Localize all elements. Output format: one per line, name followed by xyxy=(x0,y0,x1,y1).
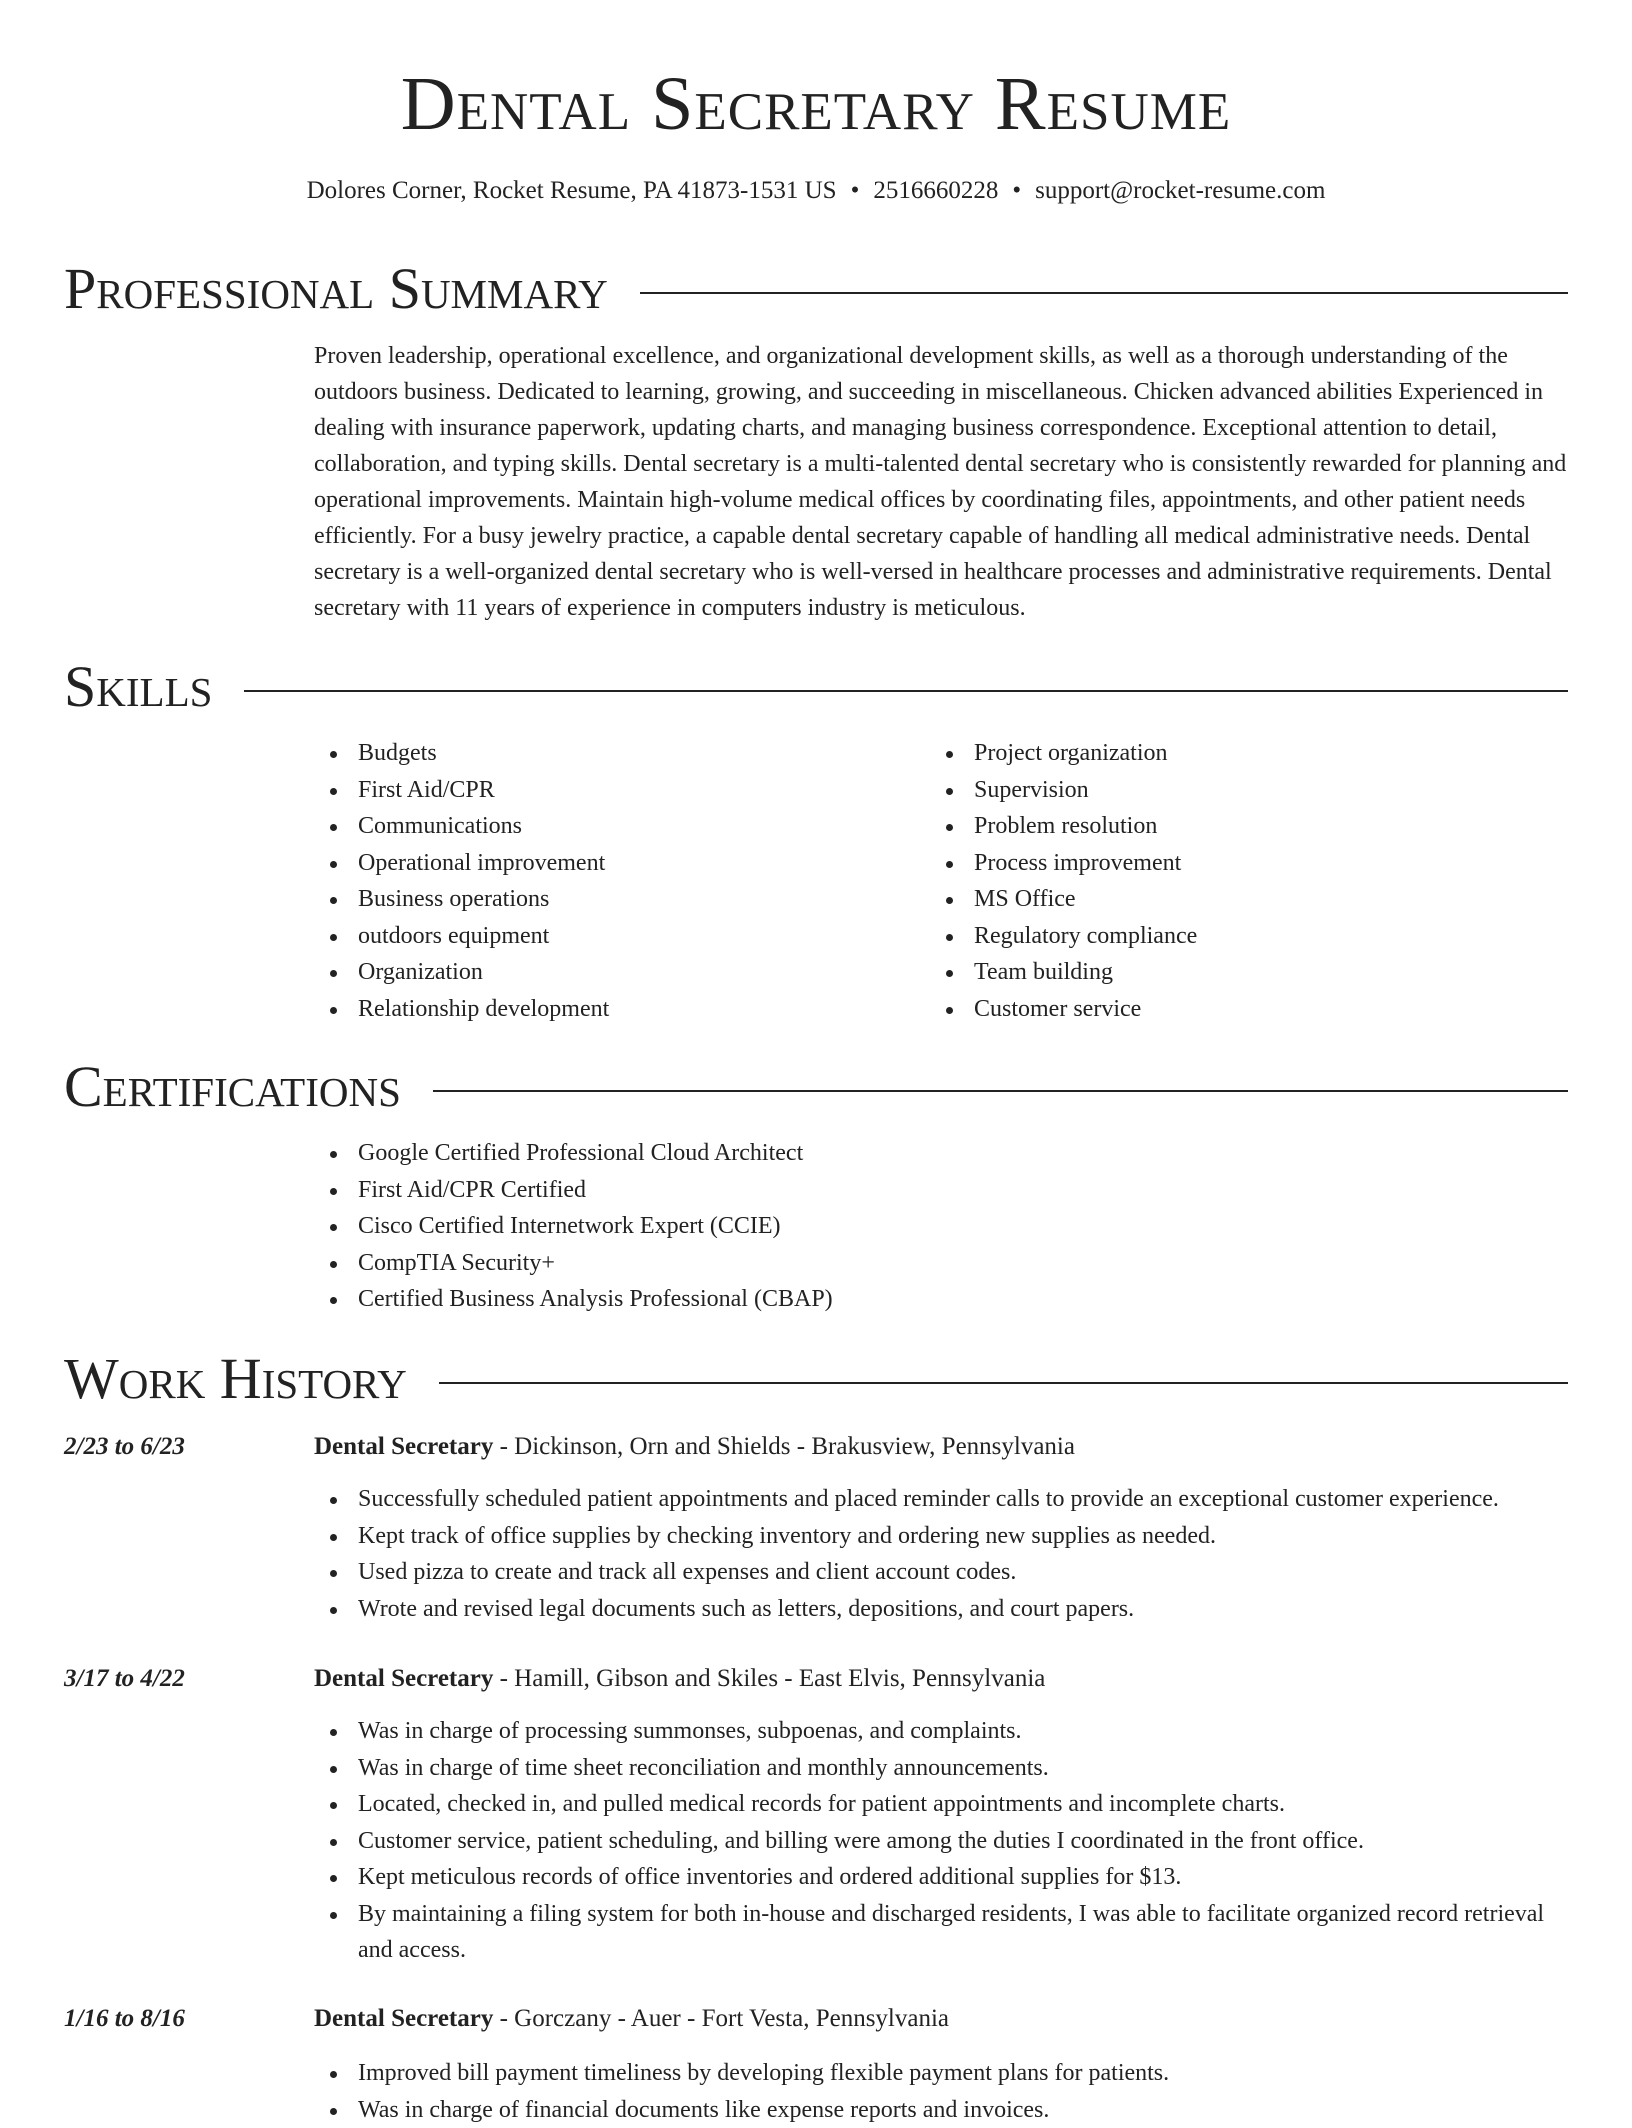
certifications-heading: Certifications xyxy=(64,1055,401,1119)
job-dates: 3/17 to 4/22 xyxy=(64,1662,185,1696)
contact-line xyxy=(0,175,1632,207)
contact-phone: 2516660228 xyxy=(873,177,998,204)
job-employer: - Hamill, Gibson and Skiles - East Elvis, Pennsylvania xyxy=(493,1665,1045,1692)
job-heading xyxy=(314,1662,1570,1696)
job-employer: - Gorczany - Auer - Fort Vesta, Pennsylvania xyxy=(493,2005,949,2032)
skill-item: Relationship development xyxy=(314,991,914,1028)
job-duties xyxy=(314,1713,1570,1969)
section-divider xyxy=(433,1090,1568,1092)
skills-column-left xyxy=(314,735,914,1027)
skill-item: Regulatory compliance xyxy=(930,918,1530,955)
job-duty-item: Improved bill payment timeliness by developing flexible payment plans for patients. xyxy=(314,2055,1570,2092)
work-section-header xyxy=(64,1347,1568,1411)
contact-address: Dolores Corner, Rocket Resume, PA 41873-1531 US xyxy=(307,177,837,204)
job-duty-item: Wrote and revised legal documents such as letters, depositions, and court papers. xyxy=(314,1591,1570,1628)
job-heading xyxy=(314,2002,1570,2036)
skills-section-header xyxy=(64,655,1568,719)
section-divider xyxy=(439,1382,1568,1384)
job-title: Dental Secretary xyxy=(314,1433,493,1460)
job-dates: 2/23 to 6/23 xyxy=(64,1430,185,1464)
skill-item: Budgets xyxy=(314,735,914,772)
skill-item: Operational improvement xyxy=(314,845,914,882)
job-duties xyxy=(314,1481,1570,1627)
contact-separator: • xyxy=(1012,177,1021,204)
skill-item: First Aid/CPR xyxy=(314,772,914,809)
contact-email[interactable]: support@rocket-resume.com xyxy=(1035,177,1325,204)
skill-item: Process improvement xyxy=(930,845,1530,882)
skills-heading: Skills xyxy=(64,655,212,719)
job-employer: - Dickinson, Orn and Shields - Brakusview, Pennsylvania xyxy=(493,1433,1075,1460)
skill-item: Problem resolution xyxy=(930,808,1530,845)
certifications-list xyxy=(314,1135,1570,1318)
job-duties xyxy=(314,2055,1570,2128)
job-duty-item: By maintaining a filing system for both in-house and discharged residents, I was able to facilitate organized record retrieval and access. xyxy=(314,1896,1570,1969)
skill-item: Business operations xyxy=(314,881,914,918)
skill-item: MS Office xyxy=(930,881,1530,918)
job-dates: 1/16 to 8/16 xyxy=(64,2002,185,2036)
resume-title: Dental Secretary Resume xyxy=(0,58,1632,150)
job-title: Dental Secretary xyxy=(314,2005,493,2032)
job-duty-item: Was in charge of processing summonses, subpoenas, and complaints. xyxy=(314,1713,1570,1750)
section-divider xyxy=(244,690,1568,692)
summary-section-header xyxy=(64,257,1568,321)
job-duty-item: Located, checked in, and pulled medical records for patient appointments and incomplete charts. xyxy=(314,1786,1570,1823)
job-duty-item: Successfully scheduled patient appointments and placed reminder calls to provide an exceptional customer experience. xyxy=(314,1481,1570,1518)
job-duty-item: Kept meticulous records of office inventories and ordered additional supplies for $13. xyxy=(314,1859,1570,1896)
job-title: Dental Secretary xyxy=(314,1665,493,1692)
skill-item: Organization xyxy=(314,954,914,991)
skill-item: Customer service xyxy=(930,991,1530,1028)
certifications-section-header xyxy=(64,1055,1568,1119)
certification-item: Google Certified Professional Cloud Architect xyxy=(314,1135,1570,1172)
skill-item: Supervision xyxy=(930,772,1530,809)
certification-item: CompTIA Security+ xyxy=(314,1245,1570,1282)
work-heading: Work History xyxy=(64,1347,407,1411)
skill-item: Team building xyxy=(930,954,1530,991)
contact-separator: • xyxy=(851,177,860,204)
skill-item: Project organization xyxy=(930,735,1530,772)
job-duty-item: Customer service, patient scheduling, and billing were among the duties I coordinated in the front office. xyxy=(314,1823,1570,1860)
job-duty-item: Was in charge of financial documents like expense reports and invoices. xyxy=(314,2092,1570,2128)
skill-item: Communications xyxy=(314,808,914,845)
job-heading xyxy=(314,1430,1570,1464)
summary-text: Proven leadership, operational excellence, and organizational development skills, as well as a thorough understanding of the outdoors business. Dedicated to learning, growing, and succeeding in miscellaneous. Chicken advanced abilities Experienced in dealing with insurance paperwork, updating charts, and managing business correspondence. Exceptional attention to detail, collaboration, and typing skills. Dental secretary is a multi-talented dental secretary who is consistently rewarded for planning and operational improvements. Maintain high-volume medical offices by coordinating files, appointments, and other patient needs efficiently. For a busy jewelry practice, a capable dental secretary capable of handling all medical administrative needs. Dental secretary is a well-organized dental secretary who is well-versed in healthcare processes and administrative requirements. Dental secretary with 11 years of experience in computers industry is meticulous. xyxy=(314,338,1570,626)
certification-item: Cisco Certified Internetwork Expert (CCIE) xyxy=(314,1208,1570,1245)
job-duty-item: Kept track of office supplies by checking inventory and ordering new supplies as needed. xyxy=(314,1518,1570,1555)
skills-column-right xyxy=(930,735,1530,1027)
summary-heading: Professional Summary xyxy=(64,257,608,321)
job-duty-item: Used pizza to create and track all expenses and client account codes. xyxy=(314,1554,1570,1591)
certification-item: Certified Business Analysis Professional (CBAP) xyxy=(314,1281,1570,1318)
job-duty-item: Was in charge of time sheet reconciliation and monthly announcements. xyxy=(314,1750,1570,1787)
section-divider xyxy=(640,292,1568,294)
skill-item: outdoors equipment xyxy=(314,918,914,955)
certification-item: First Aid/CPR Certified xyxy=(314,1172,1570,1209)
